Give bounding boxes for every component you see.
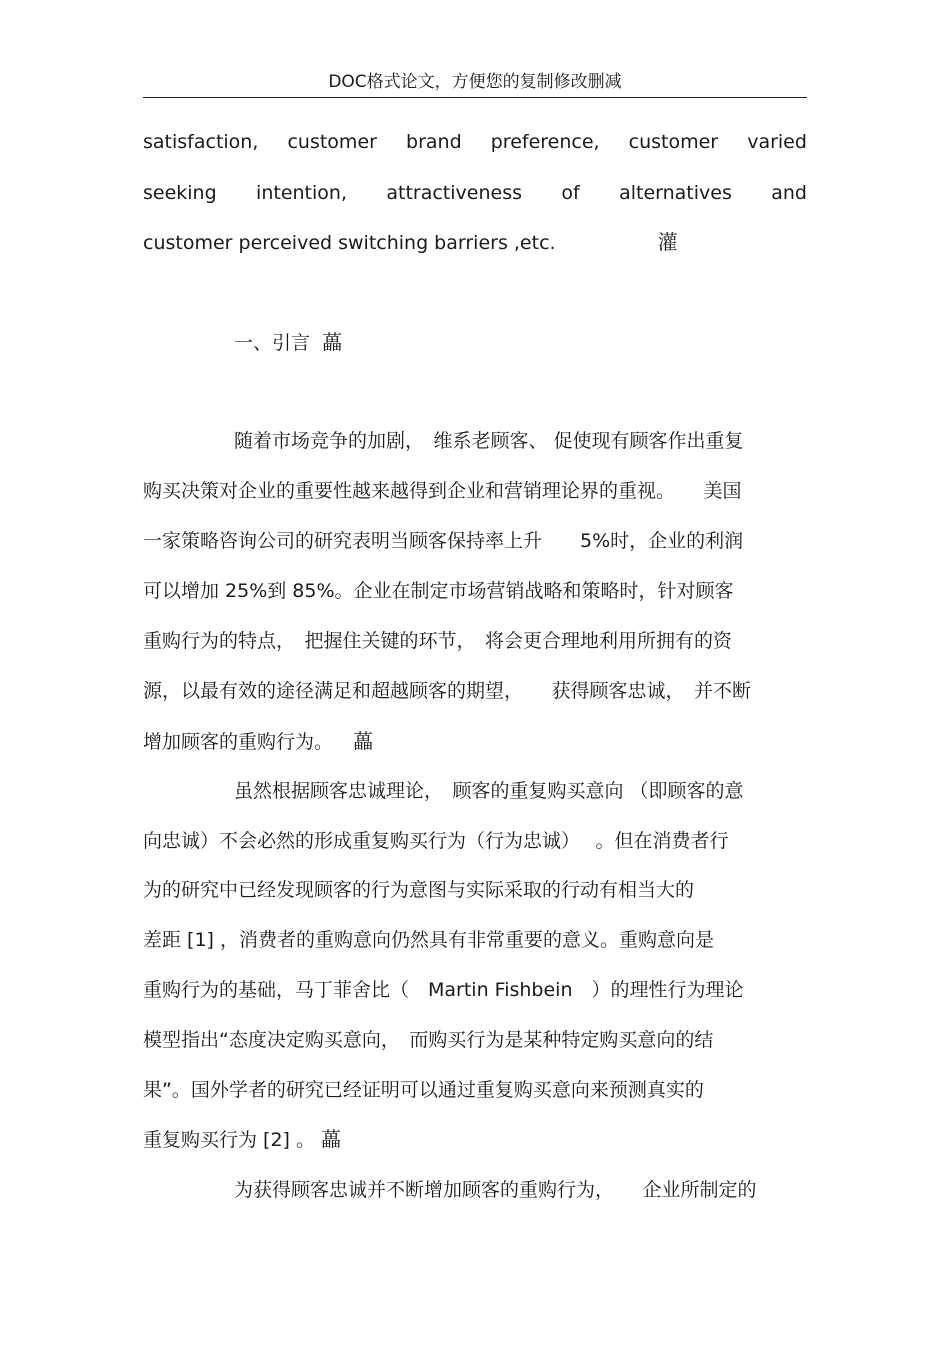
garbled-mark: 藟 bbox=[353, 729, 374, 753]
paragraph-2-line: 模型指出“态度决定购买意向， 而购买行为是某种特定购买意向的结 bbox=[143, 1029, 714, 1051]
abstract-line-1 bbox=[143, 127, 807, 157]
paragraph-1-line: 一家策略咨询公司的研究表明当顾客保持率上升 5%时，企业的利润 bbox=[143, 530, 744, 552]
paragraph-1-line: 重购行为的特点， 把握住关键的环节， 将会更合理地利用所拥有的资 bbox=[143, 630, 733, 652]
abstract-line-2 bbox=[143, 178, 807, 208]
word: seeking bbox=[143, 182, 217, 204]
word: of bbox=[561, 182, 580, 204]
paragraph-1-last-line bbox=[143, 726, 807, 757]
garbled-mark: 藟 bbox=[321, 1127, 342, 1151]
paragraph-2-line: 果”。国外学者的研究已经证明可以通过重复购买意向来预测真实的 bbox=[143, 1079, 704, 1101]
paragraph-1-line: 随着市场竞争的加剧， 维系老顾客、 促使现有顾客作出重复 bbox=[234, 430, 744, 452]
garbled-mark: 灌 bbox=[657, 230, 678, 254]
section-heading-text: 一、引言 bbox=[234, 332, 311, 354]
word: customer bbox=[287, 131, 377, 153]
paragraph-2-line: 重复购买行为 [2] 。 bbox=[143, 1129, 315, 1151]
header-rule bbox=[143, 97, 807, 98]
abstract-text: customer perceived switching barriers ,etc. bbox=[143, 232, 556, 254]
word: satisfaction, bbox=[143, 131, 259, 153]
word: attractiveness bbox=[386, 182, 522, 204]
word: alternatives bbox=[619, 182, 732, 204]
paragraph-2-line: 虽然根据顾客忠诚理论， 顾客的重复购买意向 （即顾客的意 bbox=[234, 780, 744, 802]
word: preference, bbox=[490, 131, 600, 153]
paragraph-2-line: 重购行为的基础，马丁菲舍比（ Martin Fishbein ）的理性行为理论 bbox=[143, 979, 744, 1001]
paragraph-1-line: 可以增加 25%到 85%。企业在制定市场营销战略和策略时，针对顾客 bbox=[143, 580, 734, 602]
section-heading bbox=[143, 327, 807, 358]
paragraph-2-last-line bbox=[143, 1124, 807, 1155]
word: varied bbox=[747, 131, 807, 153]
paragraph-1-line: 购买决策对企业的重要性越来越得到企业和营销理论界的重视。 美国 bbox=[143, 480, 742, 502]
word: and bbox=[771, 182, 807, 204]
word: brand bbox=[406, 131, 462, 153]
word: intention, bbox=[256, 182, 347, 204]
word: customer bbox=[628, 131, 719, 153]
page-header: DOC格式论文，方便您的复制修改删减 bbox=[328, 72, 622, 92]
paragraph-3-line: 为获得顾客忠诚并不断增加顾客的重购行为， 企业所制定的 bbox=[234, 1179, 757, 1201]
paragraph-2-line: 为的研究中已经发现顾客的行为意图与实际采取的行动有相当大的 bbox=[143, 879, 695, 901]
paragraph-2-line: 差距 [1] ，消费者的重购意向仍然具有非常重要的意义。重购意向是 bbox=[143, 929, 714, 951]
paragraph-2-line: 向忠诚）不会必然的形成重复购买行为（行为忠诚） 。但在消费者行 bbox=[143, 830, 729, 852]
paragraph-1-line: 增加顾客的重购行为。 bbox=[143, 731, 334, 753]
paragraph-1-line: 源，以最有效的途径满足和超越顾客的期望， 获得顾客忠诚， 并不断 bbox=[143, 680, 752, 702]
garbled-mark: 藟 bbox=[322, 330, 343, 354]
abstract-line-3 bbox=[143, 227, 807, 258]
